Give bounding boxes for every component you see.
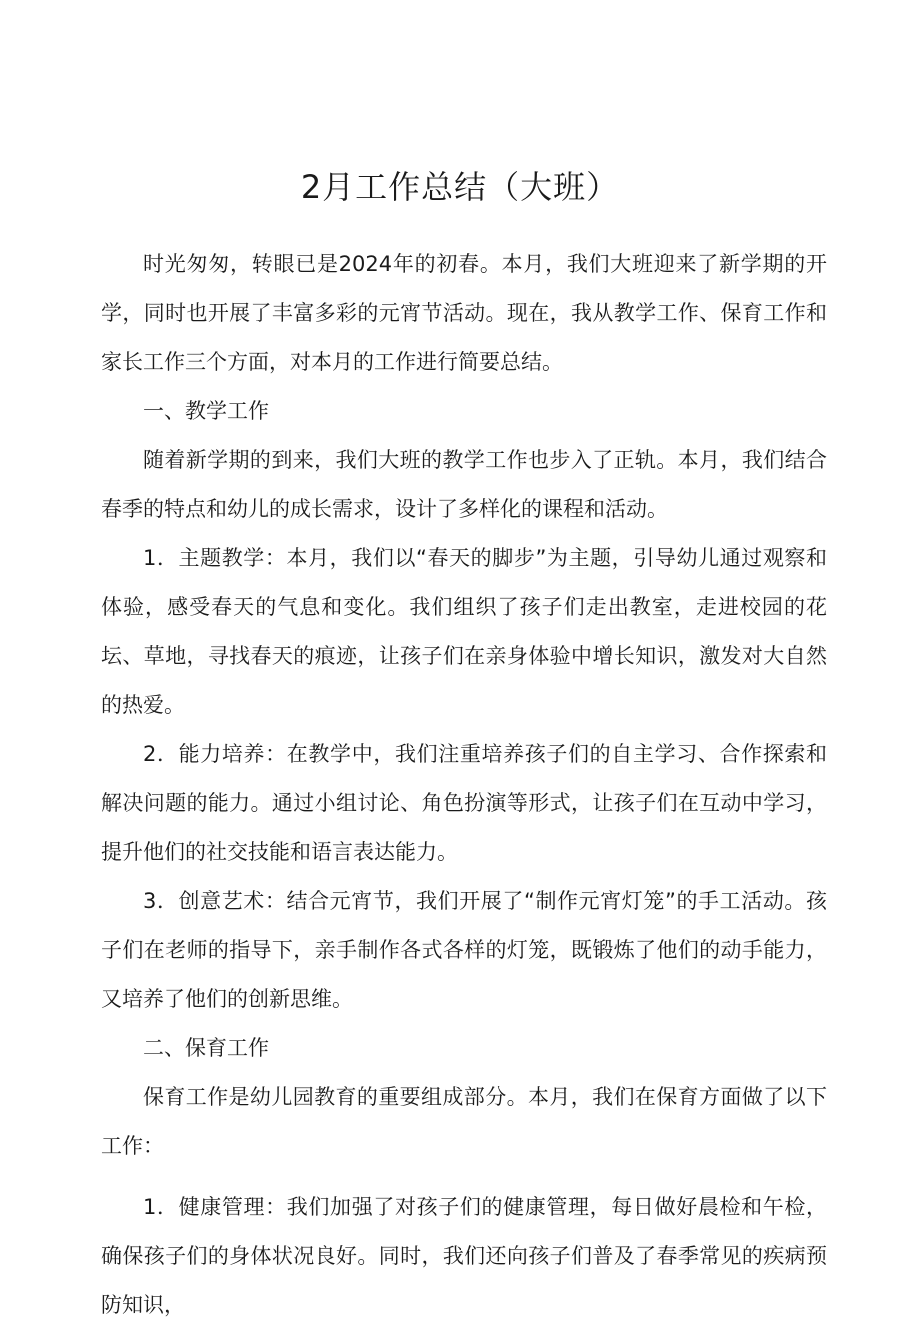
teaching-item-2: 2．能力培养：在教学中，我们注重培养孩子们的自主学习、合作探索和解决问题的能力。通过小组讨论、角色扮演等形式，让孩子们在互动中学习，提升他们的社交技能和语言表达能力。	[101, 742, 827, 864]
teaching-item-3: 3．创意艺术：结合元宵节，我们开展了“制作元宵灯笼”的手工活动。孩子们在老师的指导下，亲手制作各式各样的灯笼，既锻炼了他们的动手能力，又培养了他们的创新思维。	[101, 889, 827, 1011]
care-lead-paragraph: 保育工作是幼儿园教育的重要组成部分。本月，我们在保育方面做了以下工作：	[101, 1085, 827, 1158]
teaching-item-1: 1．主题教学：本月，我们以“春天的脚步”为主题，引导幼儿通过观察和体验，感受春天的气息和变化。我们组织了孩子们走出教室，走进校园的花坛、草地，寻找春天的痕迹，让孩子们在亲身体验中增长知识，激发对大自然的热爱。	[101, 546, 827, 717]
document-title: 2月工作总结（大班）	[300, 168, 620, 206]
intro-paragraph: 时光匆匆，转眼已是2024年的初春。本月，我们大班迎来了新学期的开学，同时也开展了丰富多彩的元宵节活动。现在，我从教学工作、保育工作和家长工作三个方面，对本月的工作进行简要总结。	[101, 252, 827, 374]
document-body	[101, 240, 827, 1330]
section-heading-care: 二、保育工作	[143, 1036, 269, 1060]
teaching-lead-paragraph: 随着新学期的到来，我们大班的教学工作也步入了正轨。本月，我们结合春季的特点和幼儿的成长需求，设计了多样化的课程和活动。	[101, 448, 827, 521]
care-item-1: 1．健康管理：我们加强了对孩子们的健康管理，每日做好晨检和午检，确保孩子们的身体状况良好。同时，我们还向孩子们普及了春季常见的疾病预防知识，	[101, 1195, 827, 1317]
section-heading-teaching: 一、教学工作	[143, 399, 269, 423]
